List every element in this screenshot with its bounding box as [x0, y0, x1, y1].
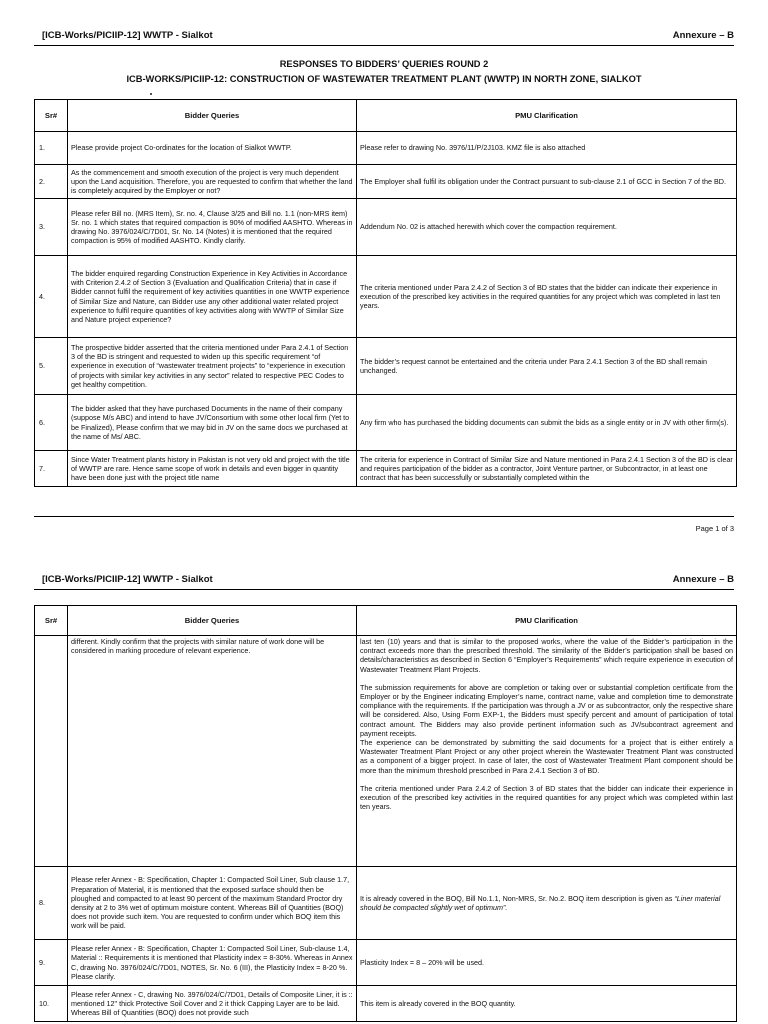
row-number — [35, 636, 68, 867]
pmu-clarification: Please refer to drawing No. 3976/11/P/2J103. KMZ file is also attached — [357, 132, 737, 165]
pmu-clarification: This item is already covered in the BOQ quantity. — [357, 986, 737, 1022]
queries-table-continued — [34, 605, 737, 1022]
column-header-query: Bidder Queries — [68, 606, 357, 636]
header-annexure: Annexure – B — [672, 574, 734, 585]
page-header — [34, 30, 734, 46]
bidder-query: Please refer Annex - B: Specification, Chapter 1: Compacted Soil Liner, Sub clause 1.7, Preparation of Material, it is mentioned that the exposed surface should then be ploughed and compacted to at least 90 percent of the maximum Standard Proctor dry density at 2 to 3% wet of optimum moisture content. Whereas Bill of Quantities (BOQ) does not provide such item. You are requested to confirm under which BOQ item this work will be paid. — [68, 867, 357, 940]
pmu-clarification — [357, 636, 737, 867]
table-header-row — [35, 100, 737, 132]
column-header-sr: Sr# — [35, 606, 68, 636]
pmu-clarification: Addendum No. 02 is attached herewith which cover the compaction requirement. — [357, 199, 737, 256]
page-header — [34, 574, 734, 590]
bidder-query: different. Kindly confirm that the projects with similar nature of work done will be considered in marking procedure of relevant experience. — [68, 636, 357, 867]
bidder-query: The bidder enquired regarding Construction Experience in Key Activities in Accordance with Criterion 2.4.2 of Section 3 (Evaluation and Qualification Criteria) that in case if Bidder cannot fulfil the requirement of key activities quantities in one WWTP experience of Similar Size and Nature, can Bidder use any other additional water related project experience to fulfil require quantities of key activities along with WWTP of Similar Size and Nature project experience? — [68, 256, 357, 338]
table-row — [35, 256, 737, 338]
table-row-continued — [35, 636, 737, 867]
bidder-query: Please provide project Co-ordinates for the location of Sialkot WWTP. — [68, 132, 357, 165]
column-header-query: Bidder Queries — [68, 100, 357, 132]
page-number: Page 1 of 3 — [695, 524, 734, 533]
table-row — [35, 199, 737, 256]
row-number: 5. — [35, 338, 68, 395]
column-header-answer: PMU Clarification — [357, 100, 737, 132]
bidder-query: Since Water Treatment plants history in Pakistan is not very old and project with the title of WWTP are rare. Hence same scope of work in details and even bigger in quantity have been done just with the project title name — [68, 451, 357, 487]
table-row — [35, 338, 737, 395]
table-header-row — [35, 606, 737, 636]
table-row — [35, 451, 737, 487]
table-row — [35, 867, 737, 940]
row-number: 7. — [35, 451, 68, 487]
stray-mark — [150, 93, 152, 95]
row-number: 6. — [35, 395, 68, 451]
row-number: 2. — [35, 165, 68, 199]
row-number: 1. — [35, 132, 68, 165]
row-number: 4. — [35, 256, 68, 338]
row-number: 10. — [35, 986, 68, 1022]
bidder-query: Please refer Annex - C, drawing No. 3976/024/C/7D01, Details of Composite Liner, it is :: mentioned 12" thick Protective Soil Cover and 2 it thick Capping Layer are to be laid. Whereas Bill of Quantities (BOQ) does not provide such — [68, 986, 357, 1022]
clarification-paragraph: The criteria mentioned under Para 2.4.2 of Section 3 of BD states that the bidder can indicate their experience in execution of the prescribed key activities in the required quantities for any project which was completed within last ten years. — [360, 783, 733, 812]
clarification-quote: “Liner material should be compacted slightly wet of optimum”. — [360, 893, 721, 912]
table-row — [35, 940, 737, 986]
bidder-query: Please refer Bill no. (MRS Item), Sr. no. 4, Clause 3/25 and Bill no. 1.1 (non-MRS item) Sr. no. 1 which states that required compaction is 90% of modified AASHTO. Whereas in drawing No. 3976/024/C/7D01, Sr. No. 14 (Notes) it is mentioned that the required compaction is 95% of modified AASHTO. Kindly clarify. — [68, 199, 357, 256]
clarification-paragraph: The experience can be demonstrated by submitting the said documents for a project that is either entirely a Wastewater Treatment Plant Project or any other project wherein the Wastewater Treatment Plant was constructed as a component of a bigger project. In case of later, the cost of Wastewater Treatment Plant component should be more than the minimum threshold prescribed in Para 2.4.1 Section 3 of BD. — [360, 738, 733, 775]
bidder-query: Please refer Annex - B: Specification, Chapter 1: Compacted Soil Liner, Sub-clause 1.4, Material :: Requirements it is mentioned that Plasticity index = 8-30%. Whereas in Annex C, drawing No. 3976/024/C/7D01, NOTES, Sr. No. 6 (III), the Plasticity Index = 8-20 %. Please clarify. — [68, 940, 357, 986]
pmu-clarification: The bidder’s request cannot be entertained and the criteria under Para 2.4.1 Section 3 of the BD shall remain unchanged. — [357, 338, 737, 395]
header-annexure: Annexure – B — [672, 30, 734, 41]
document-title: RESPONSES TO BIDDERS’ QUERIES ROUND 2 — [279, 59, 489, 69]
clarification-paragraph: last ten (10) years and that is similar to the proposed works, where the value of the Bidder’s participation in the contract exceeds more than the prescribed threshold. The similarity of the Bidder’s participation shall be based on details/characteristics as described in Section 6 “Employer’s Requirements” which require experience in execution of Wastewater Treatment Plant Projects. — [360, 637, 733, 674]
document-subtitle: ICB-WORKS/PICIIP-12: CONSTRUCTION OF WASTEWATER TREATMENT PLANT (WWTP) IN NORTH ZONE, SIALKOT — [126, 74, 642, 84]
table-row — [35, 986, 737, 1022]
clarification-text: It is already covered in the BOQ, Bill No.1.1, Non-MRS, Sr. No.2. BOQ item description is given as — [360, 893, 673, 903]
pmu-clarification: The criteria mentioned under Para 2.4.2 of Section 3 of BD states that the bidder can indicate their experience in execution of the prescribed key activities in the required quantities for any project which was completed in last ten years. — [357, 256, 737, 338]
column-header-sr: Sr# — [35, 100, 68, 132]
bidder-query: The bidder asked that they have purchased Documents in the name of their company (suppose M/s ABC) and intend to have JV/Consortium with some other local firm (Yet to be Finalized), Please confirm that we may bid in JV on the same docs we purchased at the name of Ms/ ABC. — [68, 395, 357, 451]
pmu-clarification — [357, 867, 737, 940]
bidder-query: As the commencement and smooth execution of the project is very much dependent upon the Land acquisition. Therefore, you are requested to confirm that whether the land is completely acquired by the Employer or not? — [68, 165, 357, 199]
header-reference: [ICB-Works/PICIIP-12] WWTP - Sialkot — [42, 30, 213, 41]
pmu-clarification: The Employer shall fulfil its obligation under the Contract pursuant to sub-clause 2.1 of GCC in Section 7 of the BD. — [357, 165, 737, 199]
pmu-clarification: Any firm who has purchased the bidding documents can submit the bids as a single entity or in JV with other firm(s). — [357, 395, 737, 451]
row-number: 8. — [35, 867, 68, 940]
row-number: 3. — [35, 199, 68, 256]
footer-rule — [34, 516, 734, 517]
table-row — [35, 395, 737, 451]
header-reference: [ICB-Works/PICIIP-12] WWTP - Sialkot — [42, 574, 213, 585]
pmu-clarification: Plasticity Index = 8 – 20% will be used. — [357, 940, 737, 986]
row-number: 9. — [35, 940, 68, 986]
pmu-clarification: The criteria for experience in Contract of Similar Size and Nature mentioned in Para 2.4.1 Section 3 of the BD is clear and requires participation of the bidder as a contractor, Joint Venture partner, or Subcontractor, in at least one contract that has been successfully or substantially completed within the — [357, 451, 737, 487]
table-row — [35, 165, 737, 199]
clarification-paragraph: The submission requirements for above are completion or taking over or substantial completion certificate from the Employer or by the Engineer indicating Employer’s name, contract name, value and completion time to demonstrate compliance with the requirements. If the participation was through a JV or as subcontractor, only the respective share will be considered. Also, Using Form EXP-1, the Bidders must specify percent and amount of participation of total contract amount. The Bidders may also provide pertinent information such as JV/subcontract agreement and payment receipts. — [360, 682, 733, 738]
bidder-query: The prospective bidder asserted that the criteria mentioned under Para 2.4.1 of Section 3 of the BD is stringent and requested to widen up this specific requirement “of experience in execution of “wastewater treatment projects” to “experience in execution of projects with similar key activities in any sector” related to respective PEC Codes to get healthy competition. — [68, 338, 357, 395]
queries-table — [34, 99, 737, 487]
table-row — [35, 132, 737, 165]
column-header-answer: PMU Clarification — [357, 606, 737, 636]
